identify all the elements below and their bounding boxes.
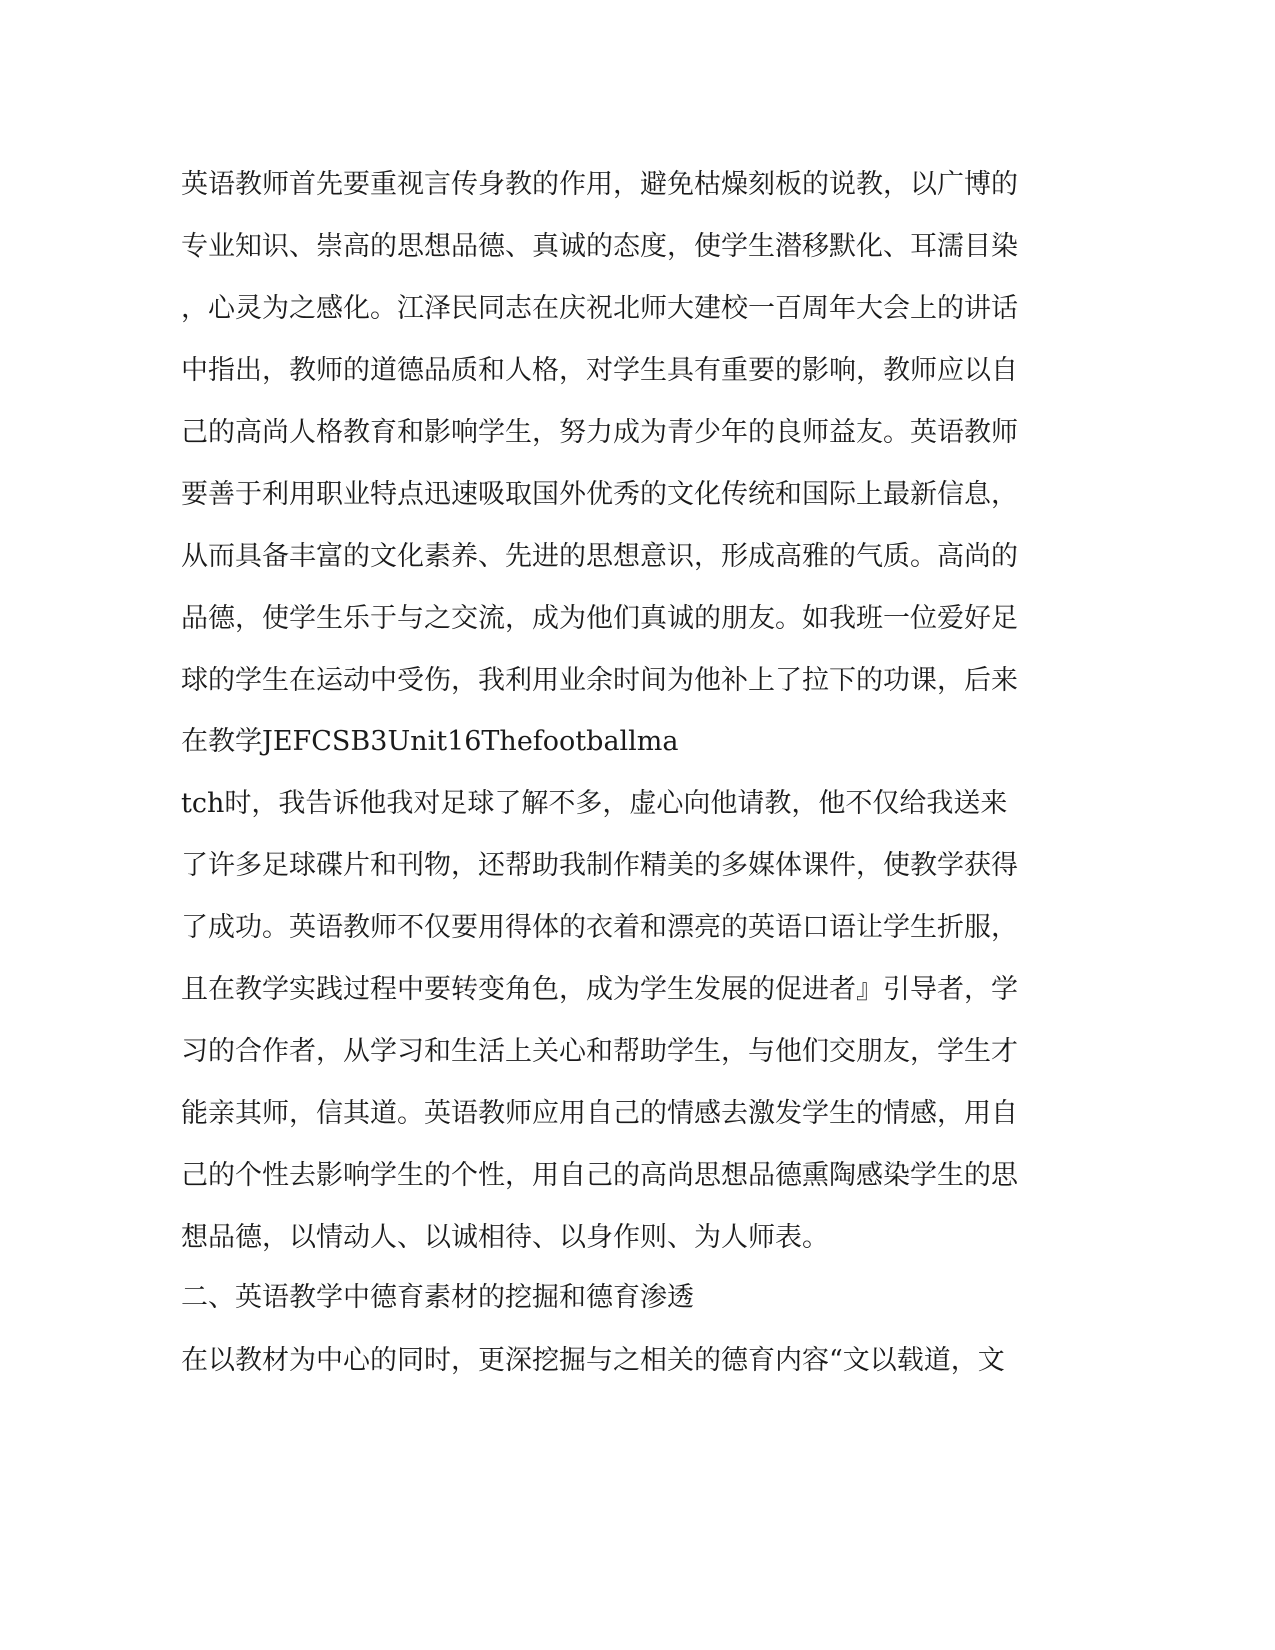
section-heading: 二、英语教学中德育素材的挖掘和德育渗透 (181, 1282, 694, 1313)
paragraph-line: 球的学生在运动中受伤，我利用业余时间为他补上了拉下的功课，后来 (181, 665, 1018, 696)
paragraph-line: 了许多足球碟片和刊物，还帮助我制作精美的多媒体课件，使教学获得 (181, 850, 1018, 881)
paragraph-line: 能亲其师，信其道。英语教师应用自己的情感去激发学生的情感，用自 (181, 1098, 1018, 1129)
paragraph-line: 要善于利用职业特点迅速吸取国外优秀的文化传统和国际上最新信息， (181, 479, 1018, 510)
paragraph-line: 品德，使学生乐于与之交流，成为他们真诚的朋友。如我班一位爱好足 (181, 603, 1018, 634)
paragraph-line: 从而具备丰富的文化素养、先进的思想意识，形成高雅的气质。高尚的 (181, 541, 1018, 572)
paragraph-line: tch时，我告诉他我对足球了解不多，虚心向他请教，他不仅给我送来 (181, 788, 1008, 819)
paragraph-line: 英语教师首先要重视言传身教的作用，避免枯燥刻板的说教，以广博的 (181, 169, 1018, 200)
paragraph-line: 且在教学实践过程中要转变角色，成为学生发展的促进者』引导者，学 (181, 974, 1018, 1005)
paragraph-line: 在教学JEFCSB3Unit16Thefootballma (181, 726, 679, 757)
paragraph-line: ，心灵为之感化。江泽民同志在庆祝北师大建校一百周年大会上的讲话 (181, 293, 1018, 324)
paragraph-line: 己的高尚人格教育和影响学生，努力成为青少年的良师益友。英语教师 (181, 417, 1018, 448)
paragraph-line: 了成功。英语教师不仅要用得体的衣着和漂亮的英语口语让学生折服， (181, 912, 1018, 943)
paragraph-line: 在以教材为中心的同时，更深挖掘与之相关的德育内容“文以载道，文 (181, 1345, 1005, 1376)
paragraph-line: 想品德，以情动人、以诚相待、以身作则、为人师表。 (181, 1222, 829, 1253)
paragraph-line: 习的合作者，从学习和生活上关心和帮助学生，与他们交朋友，学生才 (181, 1036, 1018, 1067)
paragraph-line: 中指出，教师的道德品质和人格，对学生具有重要的影响，教师应以自 (181, 355, 1018, 386)
paragraph-line: 己的个性去影响学生的个性，用自己的高尚思想品德熏陶感染学生的思 (181, 1160, 1018, 1191)
paragraph-line: 专业知识、崇高的思想品德、真诚的态度，使学生潜移默化、耳濡目染 (181, 231, 1018, 262)
